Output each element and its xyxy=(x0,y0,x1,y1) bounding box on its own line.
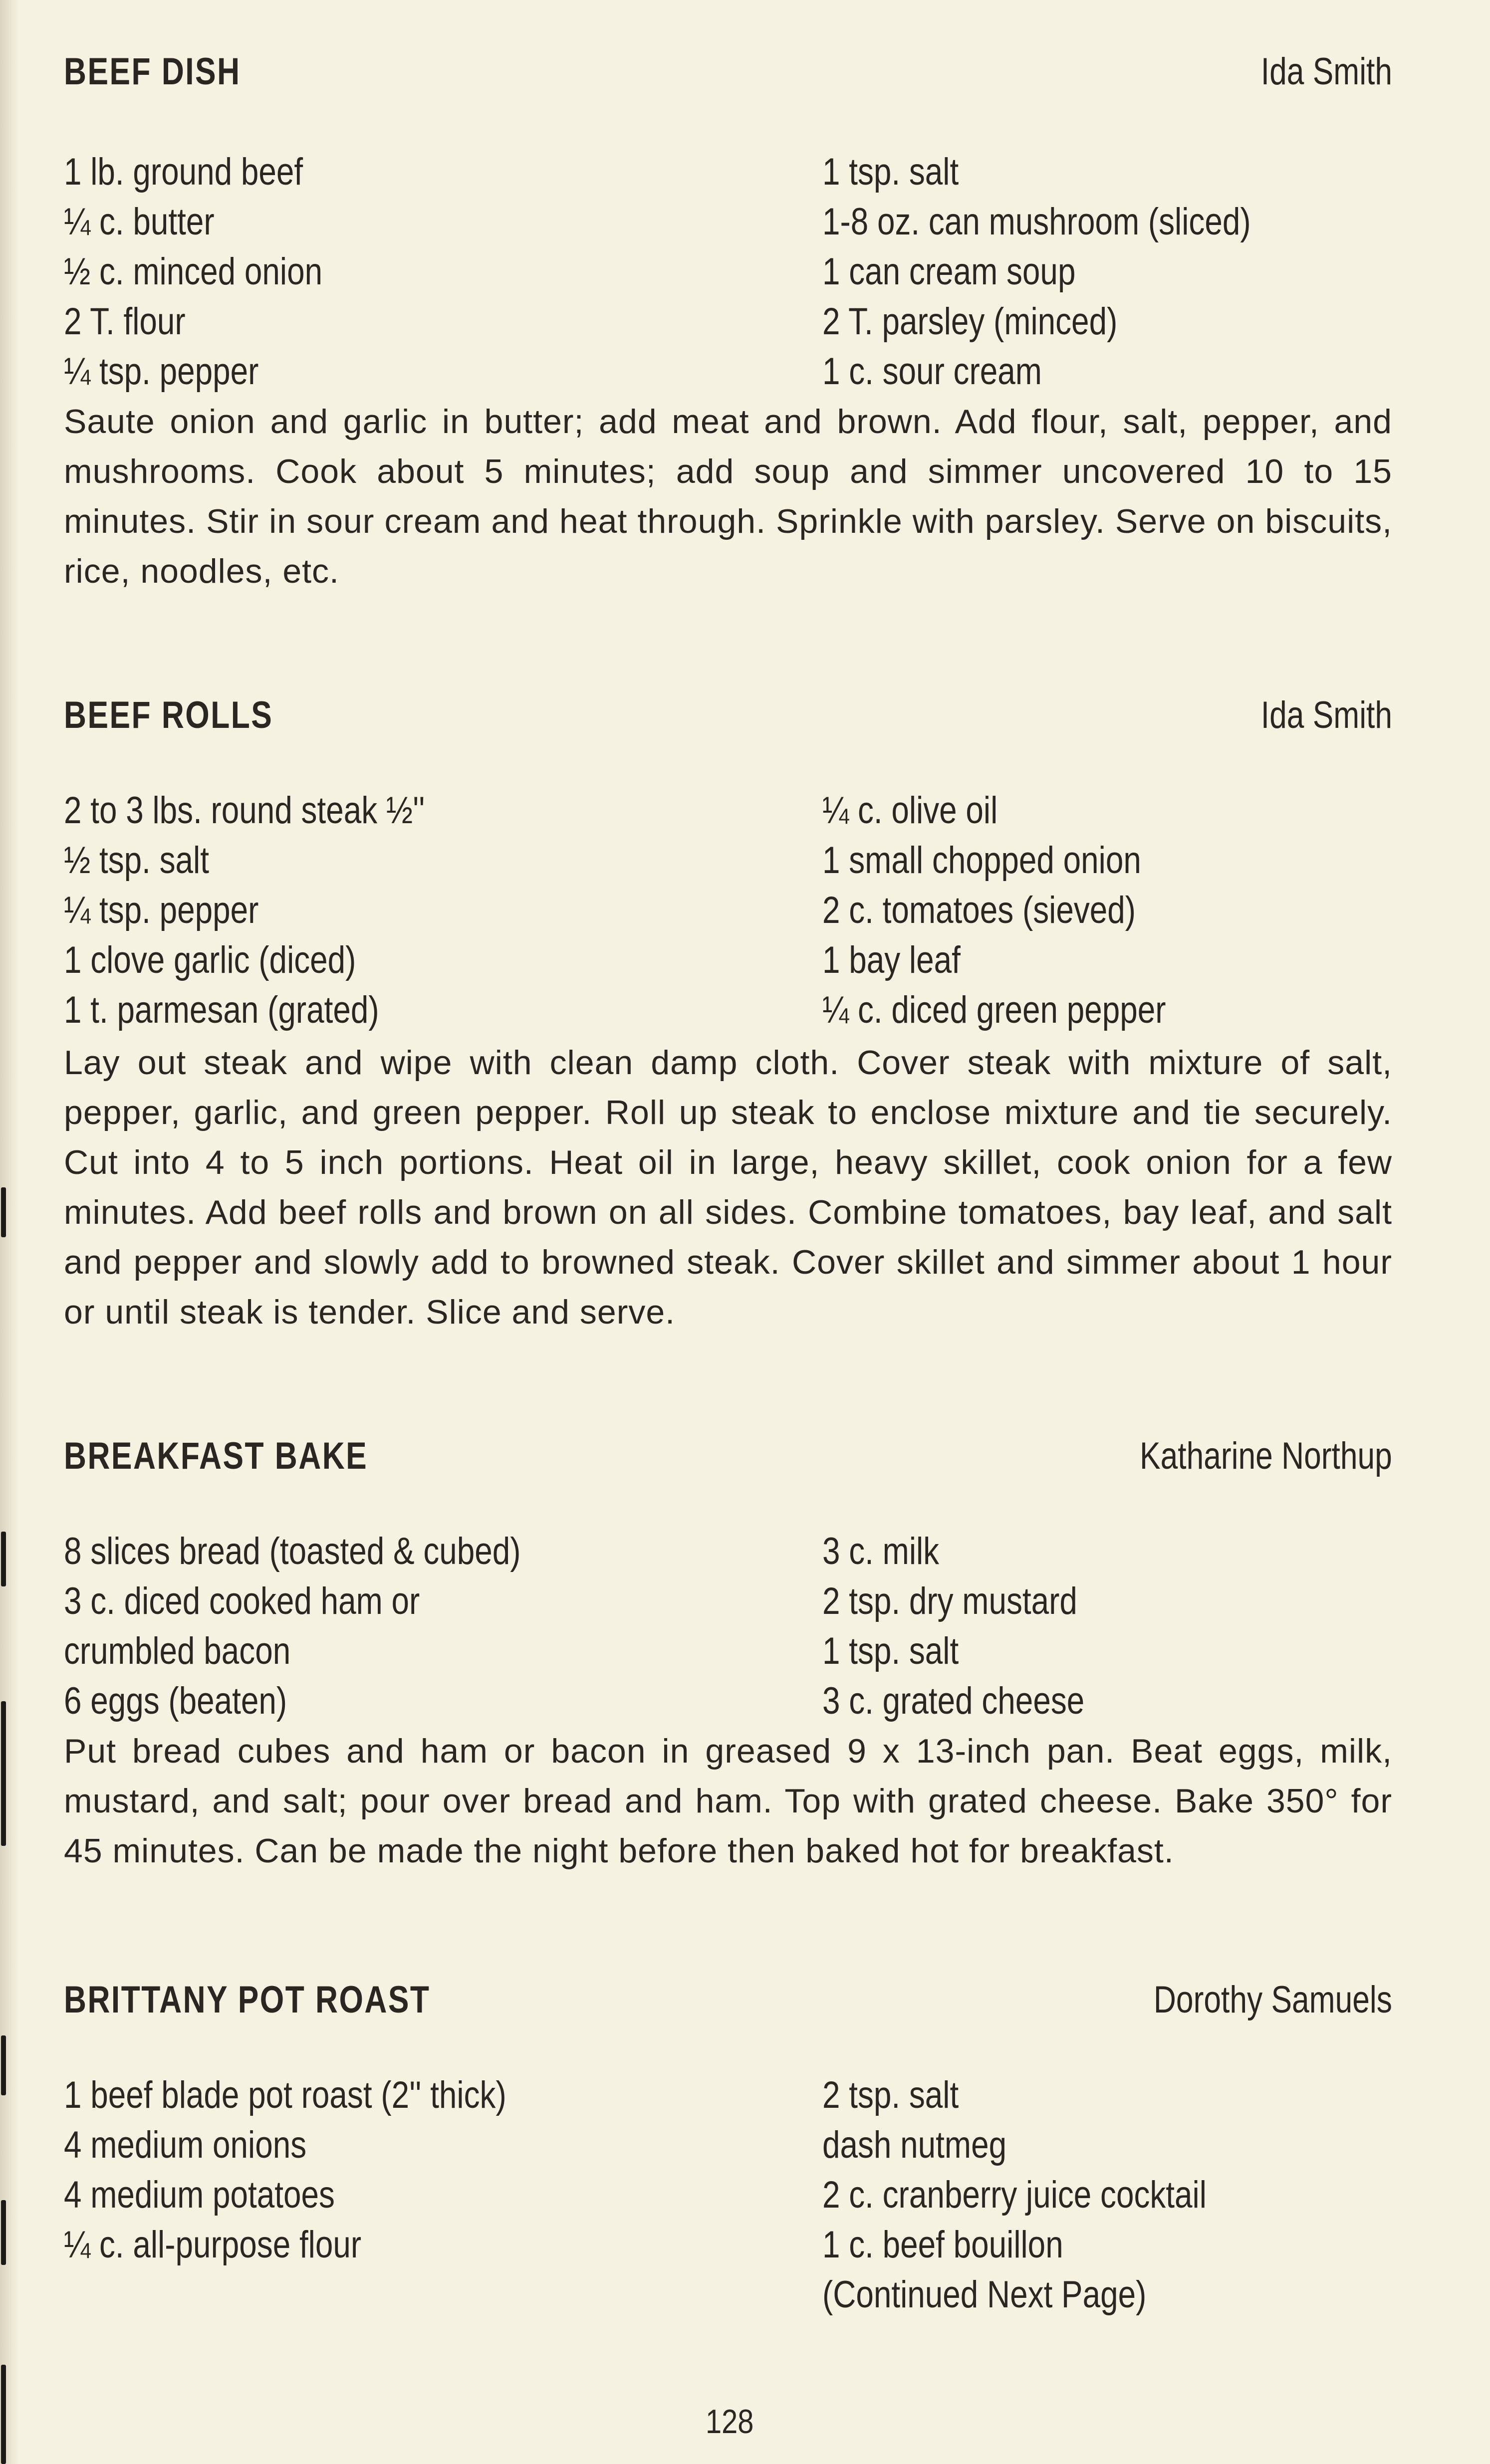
ingredient: 1 c. sour cream xyxy=(822,350,1042,393)
ingredient: ¼ c. butter xyxy=(64,201,215,243)
recipe-author: Dorothy Samuels xyxy=(1154,1979,1392,2021)
recipe-instructions: Saute onion and garlic in butter; add meat and brown. Add flour, salt, pepper, and mushrooms. Cook about 5 minutes; add soup and simmer uncovered 10 to 15 minutes. Stir in sour cream and heat through. Sprinkle with parsley. Serve on biscuits, rice, noodles, etc. xyxy=(64,403,1392,590)
ingredient: 1 can cream soup xyxy=(822,250,1076,293)
ingredient: dash nutmeg xyxy=(822,2124,1007,2166)
ingredient-column-right xyxy=(822,2070,1280,2320)
recipe-header xyxy=(64,693,1392,753)
ingredient: 2 tsp. dry mustard xyxy=(822,1580,1077,1622)
recipe-author: Katharine Northup xyxy=(1140,1435,1392,1477)
ingredient: 2 c. cranberry juice cocktail xyxy=(822,2174,1207,2216)
ingredient: 8 slices bread (toasted & cubed) xyxy=(64,1530,521,1572)
ingredient: 2 T. flour xyxy=(64,300,186,343)
ingredient-column-left xyxy=(64,1527,608,1726)
recipe-brittany-pot-roast xyxy=(64,1978,1392,2316)
ingredient-column-left xyxy=(64,147,372,397)
page-number: 128 xyxy=(706,2403,754,2441)
ingredient-column-right xyxy=(822,1527,1134,1726)
recipe-header xyxy=(64,1978,1392,2038)
ingredient: 4 medium onions xyxy=(64,2124,307,2166)
ingredient: 1 bay leaf xyxy=(822,939,961,981)
page-binding-edge xyxy=(0,0,20,2464)
binding-mark xyxy=(1,1701,6,1846)
ingredient: 1 lb. ground beef xyxy=(64,151,303,193)
ingredient: 3 c. diced cooked ham or xyxy=(64,1580,420,1622)
ingredient: 1 small chopped onion xyxy=(822,839,1141,882)
recipe-title: BREAKFAST BAKE xyxy=(64,1435,368,1477)
recipe-breakfast-bake xyxy=(64,1434,1392,1870)
recipe-beef-rolls xyxy=(64,693,1392,1331)
binding-mark xyxy=(1,1532,6,1586)
recipe-title: BEEF ROLLS xyxy=(64,694,273,736)
ingredient: ¼ tsp. pepper xyxy=(64,889,259,931)
ingredient: 3 c. grated cheese xyxy=(822,1680,1085,1722)
recipe-header xyxy=(64,1434,1392,1494)
ingredient: 1 beef blade pot roast (2'' thick) xyxy=(64,2074,506,2116)
ingredient-column-right xyxy=(822,147,1332,397)
recipe-title: BRITTANY POT ROAST xyxy=(64,1979,431,2021)
recipe-instructions: Lay out steak and wipe with clean damp cloth. Cover steak with mixture of salt, pepper, garlic, and green pepper. Roll up steak to enclose mixture and tie securely. Cut into 4 to 5 inch portions. Heat oil in large, heavy skillet, cook onion for a few minutes. Add beef rolls and brown on all sides. Combine tomatoes, bay leaf, and salt and pepper and slowly add to browned steak. Cover skillet and simmer about 1 hour or until steak is tender. Slice and serve. xyxy=(64,1044,1392,1331)
ingredient: 1 clove garlic (diced) xyxy=(64,939,356,981)
ingredient: 1 c. beef bouillon xyxy=(822,2224,1063,2266)
recipe-instructions: Put bread cubes and ham or bacon in greased 9 x 13-inch pan. Beat eggs, milk, mustard, and salt; pour over bread and ham. Top with grated cheese. Bake 350° for 45 minutes. Can be made the night before then baked hot for breakfast. xyxy=(64,1732,1392,1870)
binding-mark xyxy=(1,1187,6,1237)
ingredient-column-left xyxy=(64,786,494,1035)
ingredient: ½ c. minced onion xyxy=(64,250,323,293)
ingredient: 2 T. parsley (minced) xyxy=(822,300,1118,343)
ingredient: 6 eggs (beaten) xyxy=(64,1680,287,1722)
binding-mark xyxy=(1,2365,6,2464)
ingredient: 3 c. milk xyxy=(822,1530,940,1572)
ingredient: ¼ c. olive oil xyxy=(822,789,998,832)
ingredient: 1 tsp. salt xyxy=(822,151,959,193)
ingredient: 2 c. tomatoes (sieved) xyxy=(822,889,1136,931)
ingredient-column-left xyxy=(64,2070,591,2270)
ingredient: ¼ c. all-purpose flour xyxy=(64,2224,362,2266)
binding-mark xyxy=(1,2200,6,2265)
ingredient: 2 tsp. salt xyxy=(822,2074,959,2116)
recipe-header xyxy=(64,50,1392,110)
ingredient: 1 tsp. salt xyxy=(822,1630,959,1672)
ingredient: 2 to 3 lbs. round steak ½'' xyxy=(64,789,425,832)
ingredient: ½ tsp. salt xyxy=(64,839,209,882)
recipe-author: Ida Smith xyxy=(1260,50,1392,93)
ingredient: ¼ tsp. pepper xyxy=(64,350,259,393)
recipe-beef-dish xyxy=(64,50,1392,590)
recipe-author: Ida Smith xyxy=(1260,694,1392,736)
ingredient-column-right xyxy=(822,786,1232,1035)
ingredient: 4 medium potatoes xyxy=(64,2174,335,2216)
recipe-title: BEEF DISH xyxy=(64,50,241,93)
ingredient: ¼ c. diced green pepper xyxy=(822,989,1166,1031)
continued-note: (Continued Next Page) xyxy=(822,2273,1147,2316)
binding-mark xyxy=(1,2035,6,2095)
ingredient: 1 t. parmesan (grated) xyxy=(64,989,379,1031)
ingredient: 1-8 oz. can mushroom (sliced) xyxy=(822,201,1251,243)
ingredient: crumbled bacon xyxy=(64,1630,291,1672)
